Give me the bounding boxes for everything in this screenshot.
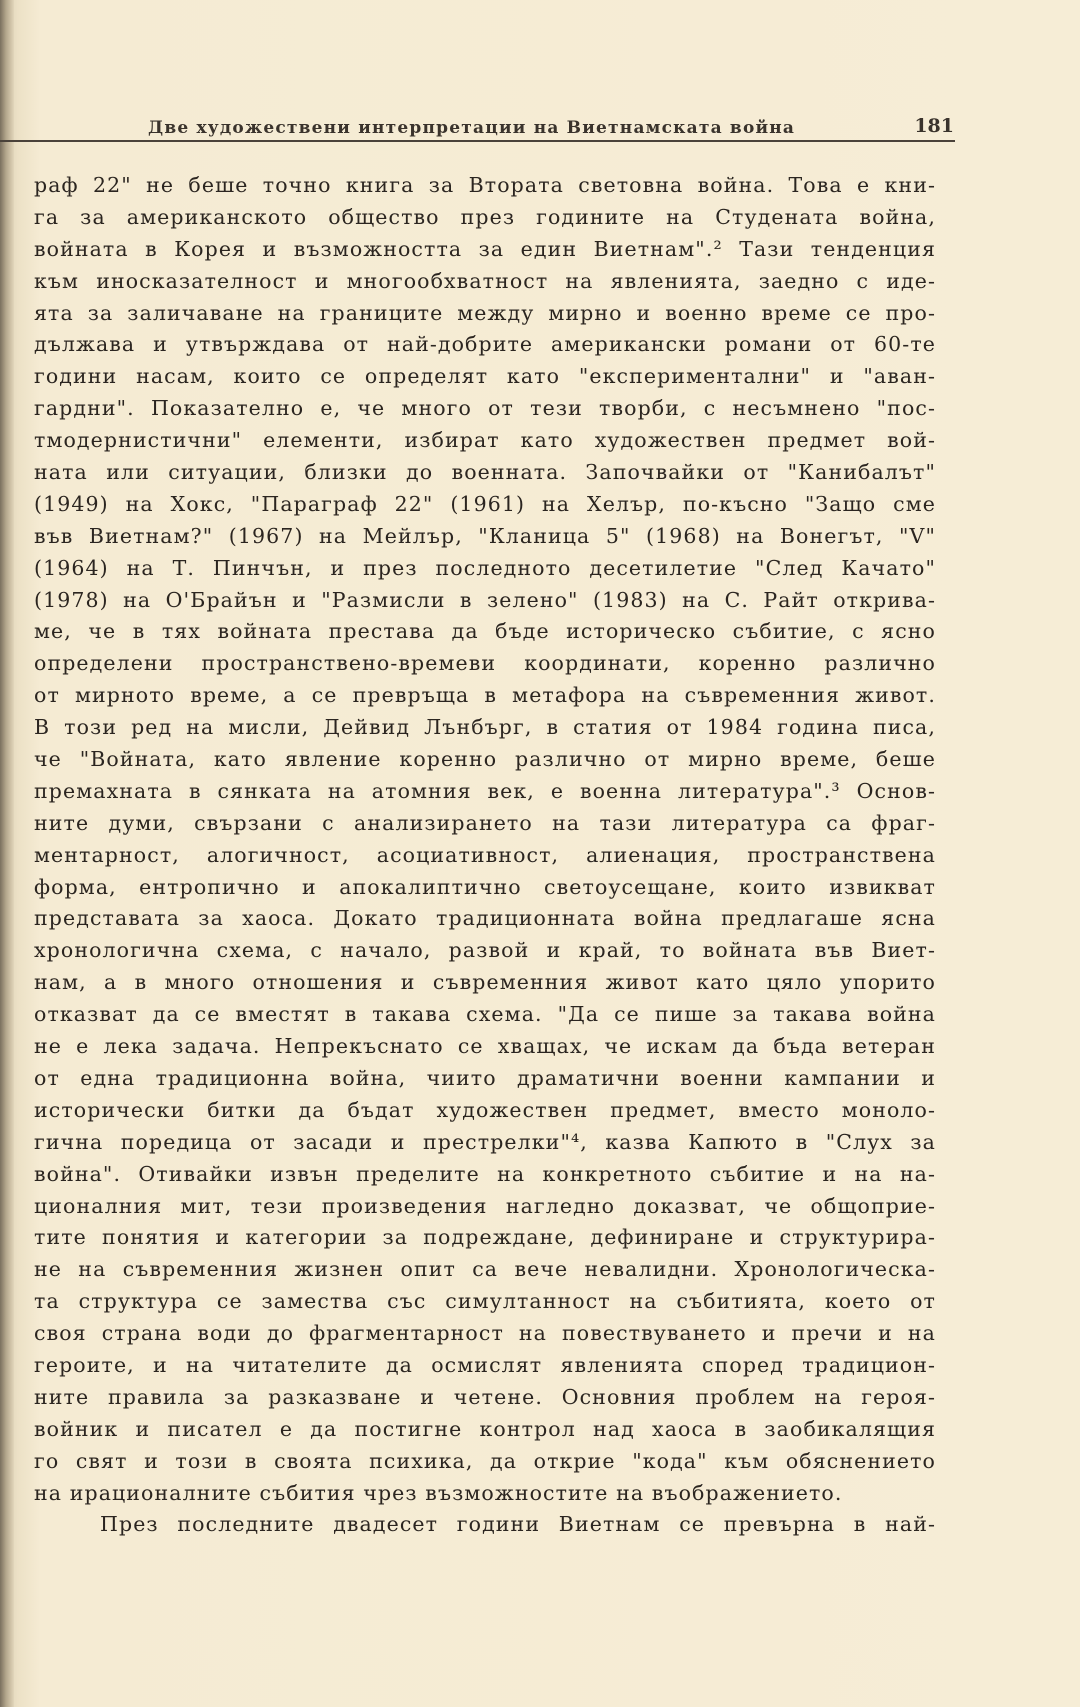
page-number: 181 — [914, 115, 954, 137]
body-text — [34, 170, 936, 1541]
text-line: гардни". Показателно е, че много от тези творби, с несъмнено "пос- — [34, 396, 936, 421]
text-line: (1964) на Т. Пинчън, и през последното десетилетие "След Качато" — [34, 555, 936, 580]
running-head: Две художествени интерпретации на Виетнамската война — [148, 118, 796, 138]
text-line: войник и писател е да постигне контрол над хаоса в заобикалящия — [34, 1416, 936, 1441]
book-spine-shadow — [0, 0, 14, 1707]
text-line: война". Отивайки извън пределите на конкретното събитие и на на- — [34, 1161, 936, 1186]
text-line: във Виетнам?" (1967) на Мейлър, "Кланица 5" (1968) на Вонегът, "V" — [34, 523, 936, 548]
text-line: тите понятия и категории за подреждане, дефиниране и структурира- — [34, 1225, 936, 1250]
text-line: ните правила за разказване и четене. Основния проблем на героя- — [34, 1384, 936, 1409]
text-line: че "Войната, като явление коренно различно от мирно време, беше — [34, 747, 936, 772]
text-line: ните думи, свързани с анализирането на тази литература са фраг- — [34, 810, 936, 835]
text-line: отказват да се вместят в такава схема. "Да се пише за такава война — [34, 1002, 936, 1027]
text-line: През последните двадесет години Виетнам се превърна в най- — [100, 1512, 936, 1537]
text-line: определени пространствено-времеви координати, коренно различно — [34, 651, 936, 676]
text-line: гична поредица от засади и престрелки"⁴, казва Капюто в "Слух за — [34, 1129, 936, 1154]
text-line: от една традиционна война, чиито драматични военни кампании и — [34, 1065, 936, 1090]
text-line: от мирното време, а се превръща в метафора на съвременния живот. — [34, 683, 936, 708]
text-line: раф 22" не беше точно книга за Втората световна война. Това е кни- — [34, 173, 936, 197]
text-line: ционалния мит, тези произведения нагледно доказват, че общоприе- — [34, 1193, 936, 1218]
page-header — [148, 112, 956, 142]
text-line: години насам, които се определят като "експериментални" и "аван- — [34, 364, 936, 389]
text-line: форма, ентропично и апокалиптично светоусещане, които извикват — [34, 874, 936, 899]
text-line: хронологична схема, с начало, развой и край, то войната във Виет- — [34, 938, 936, 963]
text-line: дължава и утвърждава от най-добрите американски романи от 60-те — [34, 332, 936, 357]
text-line: към иносказателност и многообхватност на явленията, заедно с иде- — [34, 268, 936, 293]
text-line: га за американското общество през годините на Студената война, — [34, 204, 936, 229]
text-line: не на съвременния жизнен опит са вече невалидни. Хронологическа- — [34, 1257, 936, 1282]
text-line: нам, а в много отношения и съвременния живот като цяло упорито — [34, 970, 936, 995]
text-line: не е лека задача. Непрекъснато се хващах, че искам да бъда ветеран — [34, 1034, 936, 1059]
text-line: ментарност, алогичност, асоциативност, алиенация, пространствена — [34, 842, 936, 867]
text-line: го свят и този в своята психика, да открие "кода" към обяснението — [34, 1448, 936, 1473]
text-line: ме, че в тях войната престава да бъде историческо събитие, с ясно — [34, 619, 936, 644]
text-line: премахната в сянката на атомния век, е военна литература".³ Основ- — [34, 778, 936, 803]
text-line: тмодернистични" елементи, избират като художествен предмет вой- — [34, 428, 936, 453]
text-line: ята за заличаване на границите между мирно и военно време се про- — [34, 300, 936, 325]
text-line: (1949) на Хокс, "Параграф 22" (1961) на Хелър, по-късно "Защо сме — [34, 491, 936, 516]
text-line: героите, и на читателите да осмислят явленията според традицион- — [34, 1352, 936, 1377]
text-line: на ирационалните събития чрез възможностите на въображението. — [34, 1480, 843, 1505]
text-line: исторически битки да бъдат художествен предмет, вместо моноло- — [34, 1097, 936, 1122]
text-line: своя страна води до фрагментарност на повествуването и пречи и на — [34, 1321, 936, 1346]
text-line: представата за хаоса. Докато традиционната война предлагаше ясна — [34, 906, 936, 931]
text-line: войната в Корея и възможността за един Виетнам".² Тази тенденция — [34, 236, 936, 261]
text-line: (1978) на О'Брайън и "Размисли в зелено" (1983) на С. Райт открива- — [34, 587, 936, 612]
text-line: В този ред на мисли, Дейвид Лънбърг, в статия от 1984 година писа, — [34, 715, 936, 740]
text-line: ната или ситуации, близки до военната. Започвайки от "Канибалът" — [34, 460, 936, 485]
text-line: та структура се замества със симултанност на събитията, което от — [34, 1289, 936, 1314]
header-rule — [0, 140, 955, 142]
